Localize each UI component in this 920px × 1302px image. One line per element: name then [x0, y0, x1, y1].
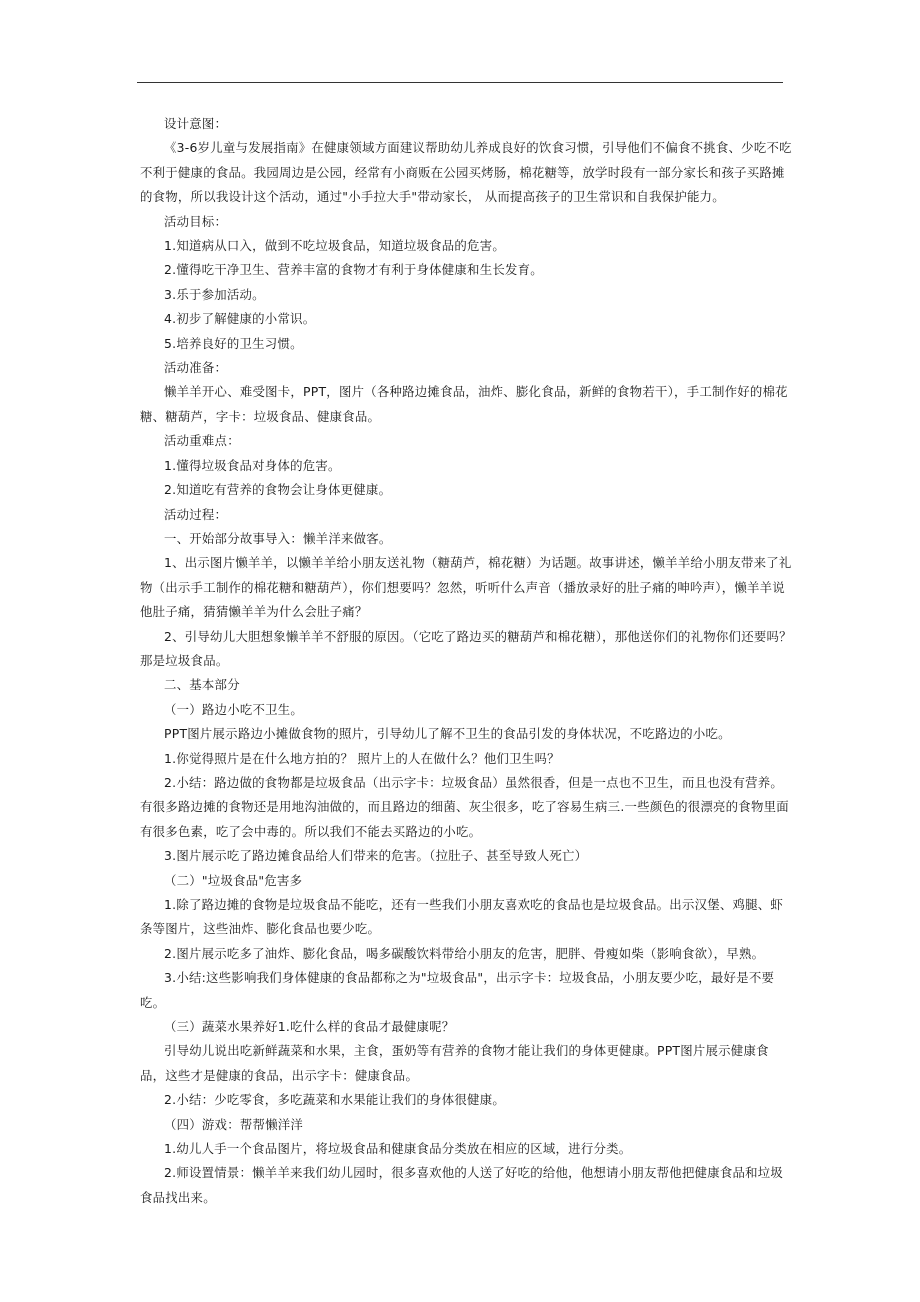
- paragraph: 4.初步了解健康的小常识。: [164, 311, 316, 327]
- paragraph: 2.师设置情景：懒羊羊来我们幼儿园时，很多喜欢他的人送了好吃的给他，他想请小朋友帮他把健康食品和垃圾食品找出来。: [140, 1165, 784, 1205]
- paragraph: （三）蔬菜水果养好1.吃什么样的食品才最健康呢？: [164, 1019, 455, 1035]
- paragraph: 3.图片展示吃了路边摊食品给人们带来的危害。（拉肚子、甚至导致人死亡）: [164, 848, 588, 864]
- paragraph: 设计意图：: [164, 116, 228, 131]
- document-body: [140, 112, 792, 1210]
- paragraph: 2.小结：少吃零食，多吃蔬菜和水果能让我们的身体很健康。: [164, 1092, 505, 1108]
- paragraph: 3.乐于参加活动。: [164, 286, 265, 302]
- paragraph: （四）游戏：帮帮懒洋洋: [164, 1116, 304, 1132]
- paragraph: 活动过程：: [164, 506, 228, 522]
- paragraph: 二、基本部分: [164, 677, 240, 693]
- paragraph: （一）路边小吃不卫生。: [164, 701, 304, 717]
- paragraph: 2.图片展示吃多了油炸、膨化食品，喝多碳酸饮料带给小朋友的危害，肥胖、骨瘦如柴（影响食欲），早熟。: [164, 945, 765, 961]
- paragraph: 1.懂得垃圾食品对身体的危害。: [164, 457, 341, 473]
- paragraph: 2.知道吃有营养的食物会让身体更健康。: [164, 482, 392, 498]
- paragraph: 活动准备：: [164, 360, 228, 376]
- paragraph: 1.你觉得照片是在什么地方拍的？ 照片上的人在做什么？他们卫生吗？: [164, 750, 560, 766]
- paragraph: 1.知道病从口入，做到不吃垃圾食品，知道垃圾食品的危害。: [164, 238, 505, 254]
- paragraph: 5.培养良好的卫生习惯。: [164, 335, 303, 351]
- paragraph: 2.小结：路边做的食物都是垃圾食品（出示字卡：垃圾食品）虽然很香，但是一点也不卫生，而且也没有营养。有很多路边摊的食物还是用地沟油做的，而且路边的细菌、灰尘很多，吃了容易生病三.一些颜色的很漂亮的食物里面有很多色素，吃了会中毒的。所以我们不能去买路边的小吃。: [140, 774, 789, 839]
- paragraph: 《3-6岁儿童与发展指南》在健康领域方面建议帮助幼儿养成良好的饮食习惯，引导他们不偏食不挑食、少吃不吃不利于健康的食品。我园周边是公园，经常有小商贩在公园买烤肠，棉花糖等，放学时段有一部分家长和孩子买路摊的食物，所以我设计这个活动，通过"小手拉大手"带动家长， 从而提高孩子的卫生常识和自我保护能力。: [140, 140, 792, 205]
- paragraph: 1.除了路边摊的食物是垃圾食品不能吃，还有一些我们小朋友喜欢吃的食品也是垃圾食品。出示汉堡、鸡腿、虾条等图片，这些油炸、膨化食品也要少吃。: [140, 897, 784, 937]
- paragraph: 一、开始部分故事导入：懒羊洋来做客。: [164, 530, 392, 546]
- paragraph: PPT图片展示路边小摊做食物的照片，引导幼儿了解不卫生的食品引发的身体状况，不吃路边的小吃。: [164, 726, 731, 742]
- paragraph: 活动目标：: [164, 213, 228, 229]
- paragraph: 1.幼儿人手一个食品图片，将垃圾食品和健康食品分类放在相应的区域，进行分类。: [164, 1141, 632, 1157]
- paragraph: 懒羊羊开心、难受图卡，PPT，图片（各种路边摊食品，油炸、膨化食品，新鲜的食物若干），手工制作好的棉花糖、糖葫芦，字卡：垃圾食品、健康食品。: [140, 384, 788, 424]
- paragraph: 3.小结:这些影响我们身体健康的食品都称之为"垃圾食品"，出示字卡：垃圾食品，小朋友要少吃，最好是不要吃。: [140, 970, 775, 1010]
- paragraph: 2.懂得吃干净卫生、营养丰富的食物才有利于身体健康和生长发育。: [164, 262, 543, 278]
- paragraph: 活动重难点：: [164, 433, 240, 449]
- paragraph: 2、引导幼儿大胆想象懒羊羊不舒服的原因。（它吃了路边买的糖葫芦和棉花糖），那他送你们的礼物你们还要吗？那是垃圾食品。: [140, 628, 792, 668]
- paragraph: （二）"垃圾食品"危害多: [164, 872, 303, 888]
- paragraph: 引导幼儿说出吃新鲜蔬菜和水果，主食，蛋奶等有营养的食物才能让我们的身体更健康。PPT图片展示健康食品，这些才是健康的食品，出示字卡：健康食品。: [140, 1043, 769, 1083]
- header-rule: [137, 82, 783, 83]
- paragraph: 1、出示图片懒羊羊，以懒羊羊给小朋友送礼物（糖葫芦，棉花糖）为话题。故事讲述，懒羊羊给小朋友带来了礼物（出示手工制作的棉花糖和糖葫芦），你们想要吗？忽然，听听什么声音（播放录好的肚子痛的呻吟声），懒羊羊说他肚子痛，猜猜懒羊羊为什么会肚子痛？: [140, 555, 792, 620]
